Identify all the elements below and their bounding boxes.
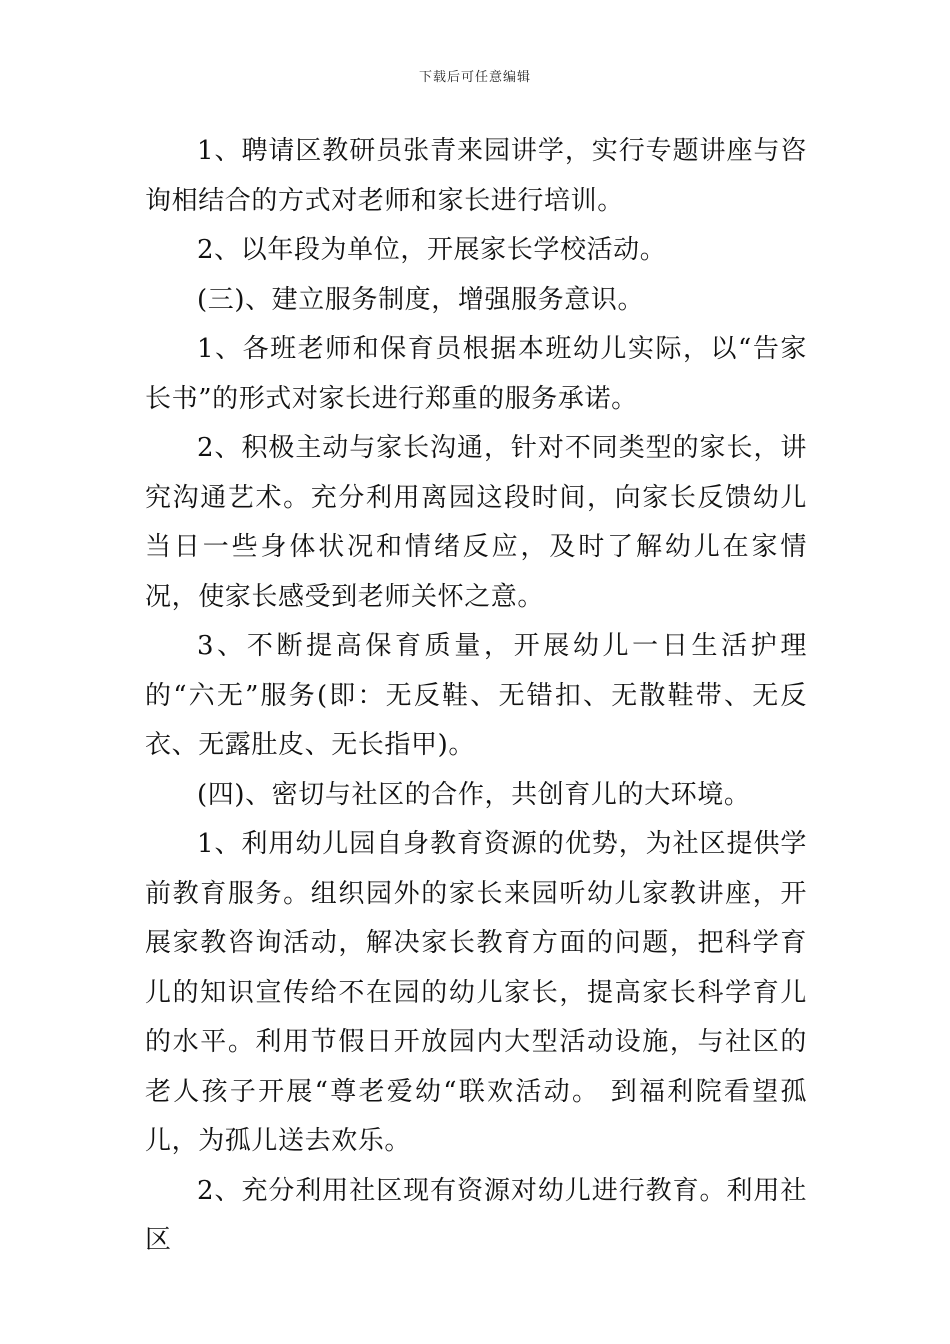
paragraph-6: 3、不断提高保育质量，开展幼儿一日生活护理的“六无”服务(即：无反鞋、无错扣、无散鞋带、无反衣、无露肚皮、无长指甲)。	[145, 631, 807, 760]
header-note: 下载后可任意编辑	[418, 70, 531, 85]
paragraph-5: 2、积极主动与家长沟通，针对不同类型的家长，讲究沟通艺术。充分利用离园这段时间，向家长反馈幼儿当日一些身体状况和情绪反应，及时了解幼儿在家情况，使家长感受到老师关怀之意。	[145, 433, 807, 612]
paragraph-9: 2、充分利用社区现有资源对幼儿进行教育。利用社区	[145, 1175, 807, 1255]
paragraph-2: 2、以年段为单位，开展家长学校活动。	[197, 235, 667, 265]
document-body	[145, 127, 807, 1266]
paragraph-8: 1、利用幼儿园自身教育资源的优势，为社区提供学前教育服务。组织园外的家长来园听幼儿家教讲座，开展家教咨询活动，解决家长教育方面的问题，把科学育儿的知识宣传给不在园的幼儿家长，提高家长科学育儿的水平。利用节假日开放园内大型活动设施，与社区的老人孩子开展“尊老爱幼“联欢活动。 到福利院看望孤儿，为孤儿送去欢乐。	[145, 829, 807, 1156]
paragraph-1: 1、聘请区教研员张青来园讲学，实行专题讲座与咨询相结合的方式对老师和家长进行培训。	[145, 136, 807, 216]
section-heading-3: (三)、建立服务制度，增强服务意识。	[197, 284, 645, 315]
section-heading-4: (四)、密切与社区的合作，共创育儿的大环境。	[197, 779, 751, 810]
paragraph-4: 1、各班老师和保育员根据本班幼儿实际，以“告家长书”的形式对家长进行郑重的服务承诺。	[145, 334, 807, 414]
